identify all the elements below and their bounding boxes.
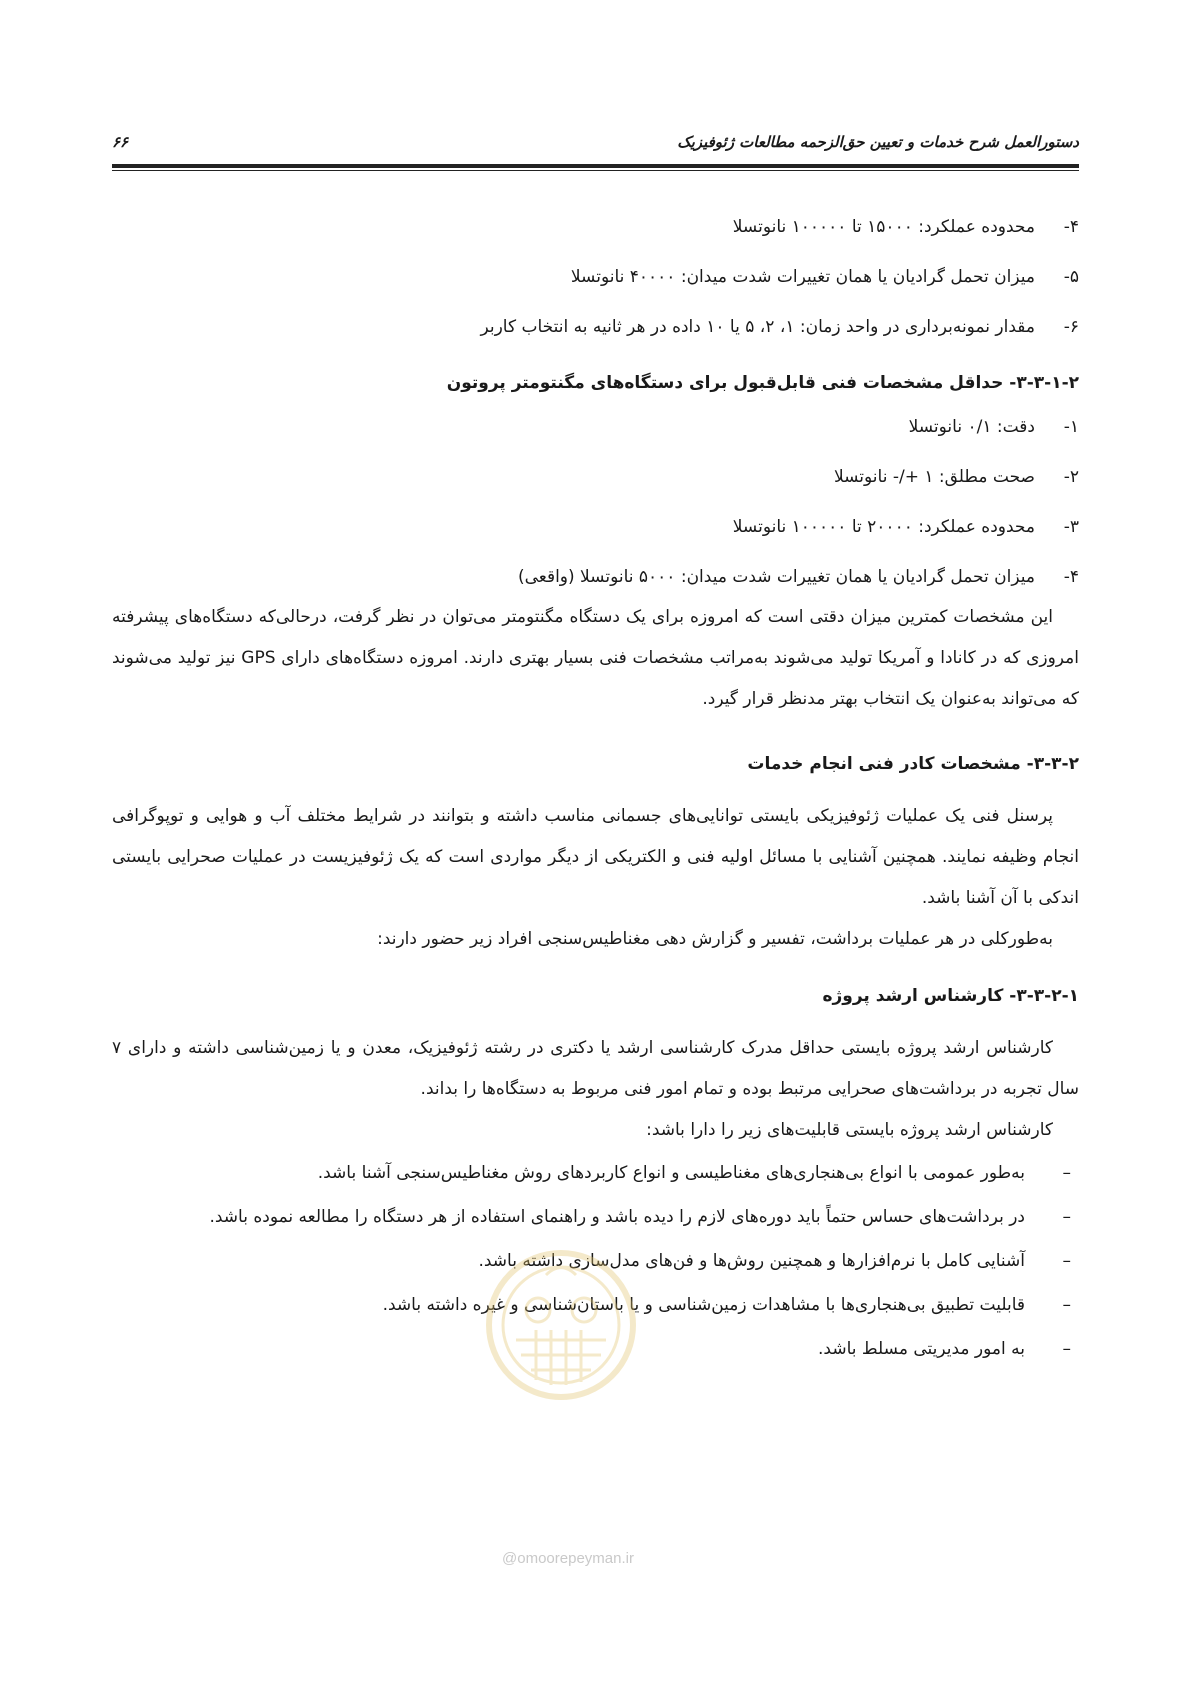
list-item-text: صحت مطلق: ۱ +/- نانوتسلا (833, 467, 1035, 487)
header-rule-thin (112, 170, 1079, 171)
list-item-number: ۴- (1063, 217, 1079, 237)
list-item-number: ۴- (1063, 567, 1079, 587)
dash-marker: – (1062, 1251, 1071, 1271)
paragraph: کارشناس ارشد پروژه بایستی قابلیت‌های زیر را دارا باشد: (646, 1120, 1053, 1140)
list-item-text: محدوده عملکرد: ۱۵۰۰۰ تا ۱۰۰۰۰۰ نانوتسلا (732, 217, 1035, 237)
list-item-text: مقدار نمونه‌برداری در واحد زمان: ۱، ۲، ۵ یا ۱۰ داده در هر ثانیه به انتخاب کاربر (480, 317, 1035, 337)
header-rule-thick (112, 164, 1079, 168)
bullet-text: آشنایی کامل با نرم‌افزارها و همچنین روش‌ها و فن‌های مدل‌سازی داشته باشد. (478, 1251, 1025, 1271)
list-item-number: ۵- (1063, 267, 1079, 287)
list-item-text: محدوده عملکرد: ۲۰۰۰۰ تا ۱۰۰۰۰۰ نانوتسلا (732, 517, 1035, 537)
dash-marker: – (1062, 1207, 1071, 1227)
list-item-number: ۳- (1063, 517, 1079, 537)
spec-list-2 (112, 415, 1079, 597)
list-item (112, 265, 1079, 315)
paragraph: پرسنل فنی یک عملیات ژئوفیزیکی بایستی توانایی‌های جسمانی مناسب داشته و بتوانند در شرایط مختلف آب و هوایی و توپوگرافی انجام وظیفه نمایند. همچنین آشنایی با مسائل اولیه فنی و الکتریکی از دیگر مواردی است که یک ژئوفیزیست در عملیات صحرایی بایستی اندکی با آن آشنا باشد. (112, 806, 1079, 908)
paragraph: به‌طورکلی در هر عملیات برداشت، تفسیر و گزارش دهی مغناطیس‌سنجی افراد زیر حضور دارند: (377, 929, 1053, 949)
bullet-text: در برداشت‌های حساس حتماً باید دوره‌های لازم را دیده باشد و راهنمای استفاده از هر دستگاه را مطالعه نموده باشد. (209, 1207, 1025, 1227)
document-body (112, 215, 1079, 1371)
list-item-text: دقت: ۰/۱ نانوتسلا (908, 417, 1035, 437)
section-heading: ۳-۳-۱-۲- حداقل مشخصات فنی قابل‌قبول برای دستگاه‌های مگنتومتر پروتون (446, 373, 1079, 393)
list-item-number: ۶- (1063, 317, 1079, 337)
bullet-item (112, 1151, 1079, 1195)
list-item-text: میزان تحمل گرادیان یا همان تغییرات شدت میدان: ۴۰۰۰۰ نانوتسلا (570, 267, 1035, 287)
page-header (112, 128, 1079, 156)
dash-marker: – (1062, 1295, 1071, 1315)
list-item-number: ۲- (1063, 467, 1079, 487)
bullet-text: به امور مدیریتی مسلط باشد. (818, 1339, 1025, 1359)
header-title: دستورالعمل شرح خدمات و تعیین حق‌الزحمه مطالعات ژئوفیزیک (677, 133, 1079, 151)
spec-list-1 (112, 215, 1079, 365)
list-item-text: میزان تحمل گرادیان یا همان تغییرات شدت میدان: ۵۰۰۰ نانوتسلا (واقعی) (517, 567, 1035, 587)
list-item-number: ۱- (1063, 417, 1079, 437)
list-item (112, 465, 1079, 515)
section-heading: ۳-۳-۲- مشخصات کادر فنی انجام خدمات (747, 754, 1079, 774)
list-item (112, 515, 1079, 565)
watermark-logo-icon (476, 1230, 646, 1420)
list-item (112, 565, 1079, 597)
list-item (112, 215, 1079, 265)
section-heading: ۳-۳-۲-۱- کارشناس ارشد پروژه (822, 986, 1079, 1006)
paragraph: کارشناس ارشد پروژه بایستی حداقل مدرک کارشناسی ارشد یا دکتری در رشته ژئوفیزیک، معدن و یا زمین‌شناسی داشته و دارای ۷ سال تجربه در برداشت‌های صحرایی مرتبط بوده و تمام امور فنی مربوط به دستگاه‌ها را بداند. (112, 1038, 1079, 1099)
bullet-text: به‌طور عمومی با انواع بی‌هنجاری‌های مغناطیسی و انواع کاربردهای روش مغناطیس‌سنجی آشنا باشد. (317, 1163, 1025, 1183)
paragraph: این مشخصات کمترین میزان دقتی است که امروزه برای یک دستگاه مگنتومتر می‌توان در نظر گرفت، درحالی‌که دستگاه‌های پیشرفته امروزی که در کانادا و آمریکا تولید می‌شوند به‌مراتب مشخصات فنی بسیار بهتری دارند. امروزه دستگاه‌های دارای GPS نیز تولید می‌شوند که می‌تواند به‌عنوان یک انتخاب بهتر مدنظر قرار گیرد. (112, 607, 1080, 709)
dash-marker: – (1062, 1339, 1071, 1359)
list-item (112, 315, 1079, 365)
watermark-text: @omoorepeyman.ir (502, 1550, 634, 1567)
list-item (112, 415, 1079, 465)
dash-marker: – (1062, 1163, 1071, 1183)
bullet-text: قابلیت تطبیق بی‌هنجاری‌ها با مشاهدات زمین‌شناسی و یا باستان‌شناسی و غیره داشته باشد. (382, 1295, 1025, 1315)
page-number: ۶۶ (112, 133, 129, 151)
